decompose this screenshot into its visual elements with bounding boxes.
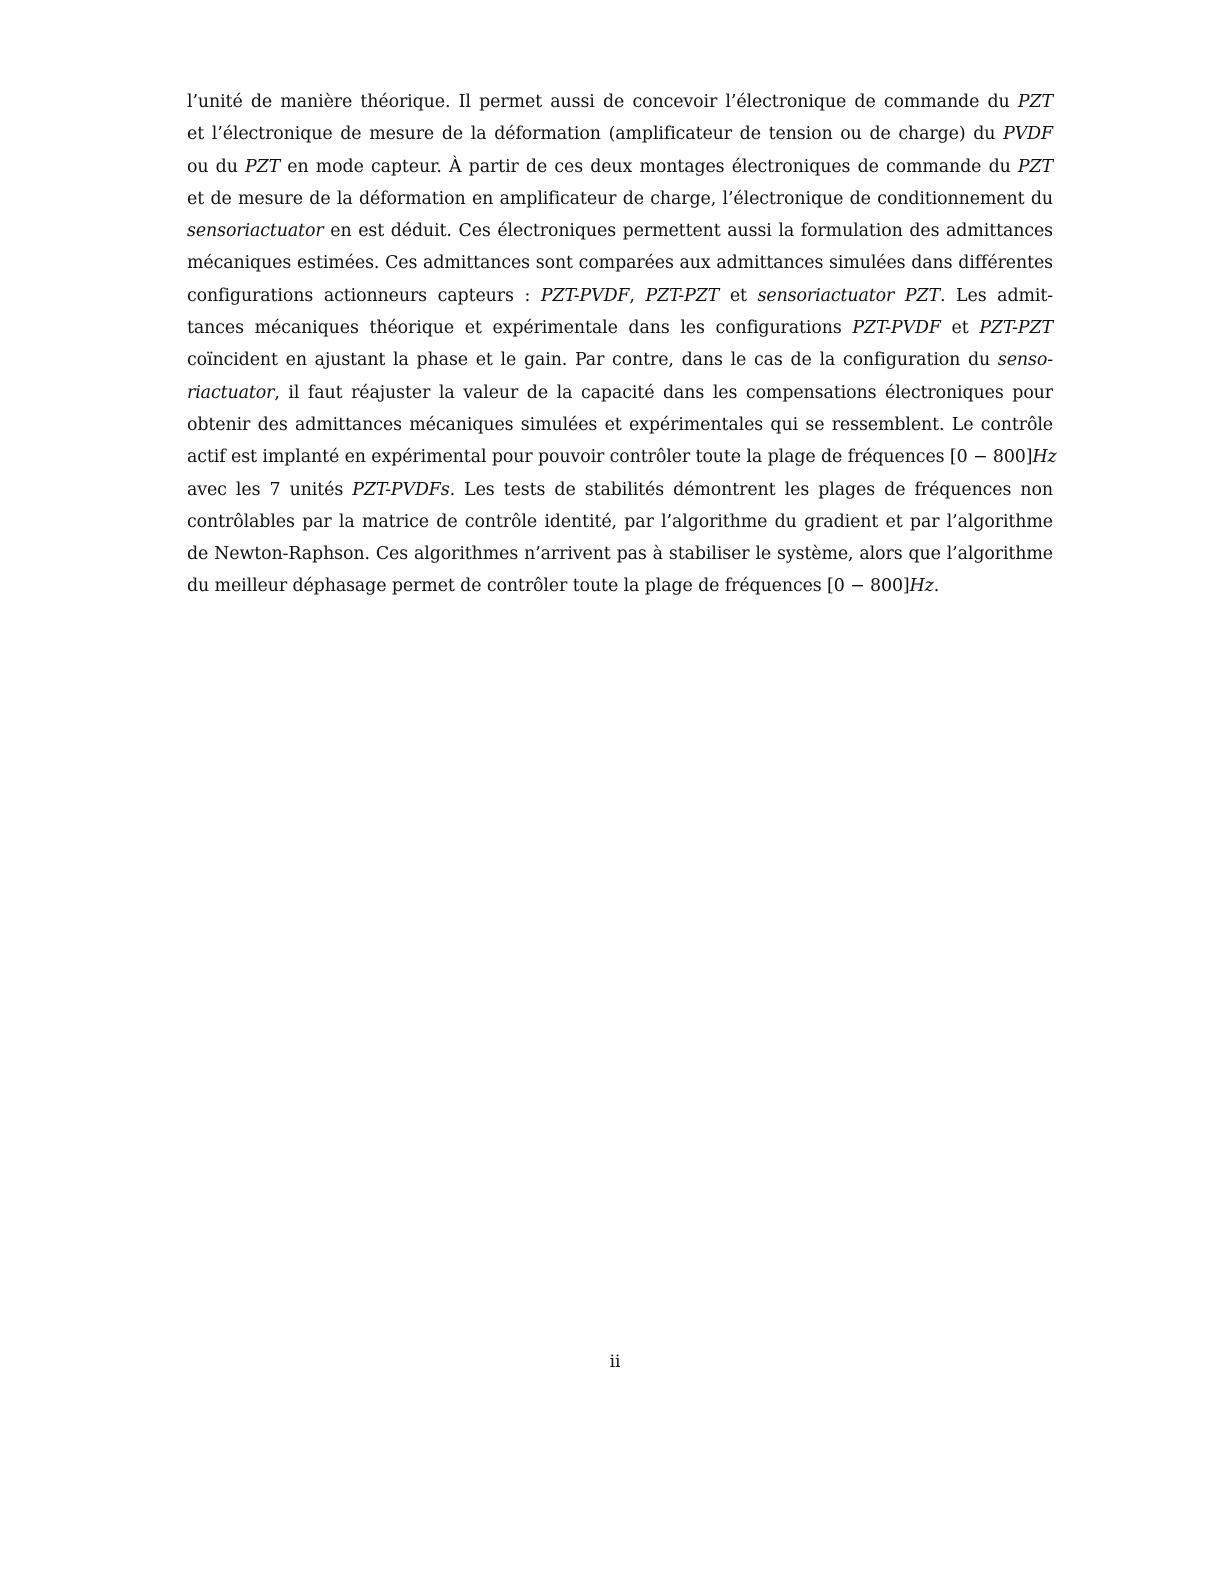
italic-term: PZT-PVDF [540,285,630,306]
text-run: avec les 7 unités [187,479,353,500]
italic-term: PZT-PVDF [852,318,941,339]
text-run: obtenir des admittances mécaniques simulées et expérimentales qui se ressemblent. Le contrôle [187,414,1053,435]
italic-term: PVDF [1003,124,1053,145]
text-run: , il faut réajuster la valeur de la capacité dans les compensations électroniques pour [274,382,1053,403]
text-run: tances mécaniques théorique et expérimentale dans les configurations [187,318,853,339]
text-run: coïncident en ajustant la phase et le gain. Par contre, dans le cas de la configuration du [187,350,998,371]
italic-term: PZT [1017,156,1053,177]
text-run: actif est implanté en expérimental pour pouvoir contrôler toute la plage de fréquences [0 − 800] [187,447,1033,468]
paragraph-line [187,538,1053,570]
text-run: et [719,285,758,306]
paragraph-line [187,506,1053,538]
text-run: . Les tests de stabilités démontrent les plages de fréquences non [449,479,1054,500]
paragraph-line [187,280,1053,312]
italic-term: sensoriactuator PZT [757,285,940,306]
italic-term: PZT [245,156,281,177]
italic-term: senso- [997,350,1053,371]
paragraph-line [187,151,1053,183]
italic-term: sensoriactuator [187,221,324,242]
text-run: configurations actionneurs capteurs : [187,285,541,306]
text-run: de Newton-Raphson. Ces algorithmes n’arrivent pas à stabiliser le système, alors que l’algorithme [187,544,1053,565]
italic-term: PZT-PZT [645,285,720,306]
paragraph-line [187,86,1053,118]
paragraph-line [187,409,1053,441]
paragraph-line [187,344,1053,376]
abstract-paragraph [187,86,1057,603]
italic-term: PZT-PZT [979,318,1054,339]
paragraph-line [187,215,1053,247]
paragraph-line [187,247,1053,279]
paragraph-line [187,474,1053,506]
text-run: en est déduit. Ces électroniques permettent aussi la formulation des admittances [323,221,1053,242]
page-number: ii [609,1352,621,1372]
text-run: contrôlables par la matrice de contrôle identité, par l’algorithme du gradient et par l’algorithme [187,511,1053,532]
italic-term: PZT [1017,92,1053,112]
text-run: l’unité de manière théorique. Il permet aussi de concevoir l’électronique de commande du [187,92,1018,112]
paragraph-line [187,118,1053,150]
paragraph-line [187,312,1053,344]
italic-term: riactuator [187,382,275,403]
paragraph-line [187,377,1053,409]
text-run: et l’électronique de mesure de la déformation (amplificateur de tension ou de charge) du [187,124,1004,145]
text-run: , [629,285,646,306]
paragraph-line [187,183,1053,215]
text-run: ou du [187,156,245,177]
text-run: et de mesure de la déformation en amplificateur de charge, l’électronique de conditionnement du [187,188,1053,209]
text-run: en mode capteur. À partir de ces deux montages électroniques de commande du [280,156,1018,177]
text-run: mécaniques estimées. Ces admittances sont comparées aux admittances simulées dans différentes [187,253,1053,274]
text-run: et [940,318,980,339]
italic-term: Hz [1032,447,1057,468]
text-run: du meilleur déphasage permet de contrôler toute la plage de fréquences [0 − 800] [187,576,910,597]
text-run: . Les admit- [939,285,1053,306]
paragraph-line [187,441,1057,473]
paragraph-line [187,570,1053,602]
text-run: . [933,576,940,597]
italic-term: PZT-PVDFs [352,479,450,500]
italic-term: Hz [909,576,934,597]
